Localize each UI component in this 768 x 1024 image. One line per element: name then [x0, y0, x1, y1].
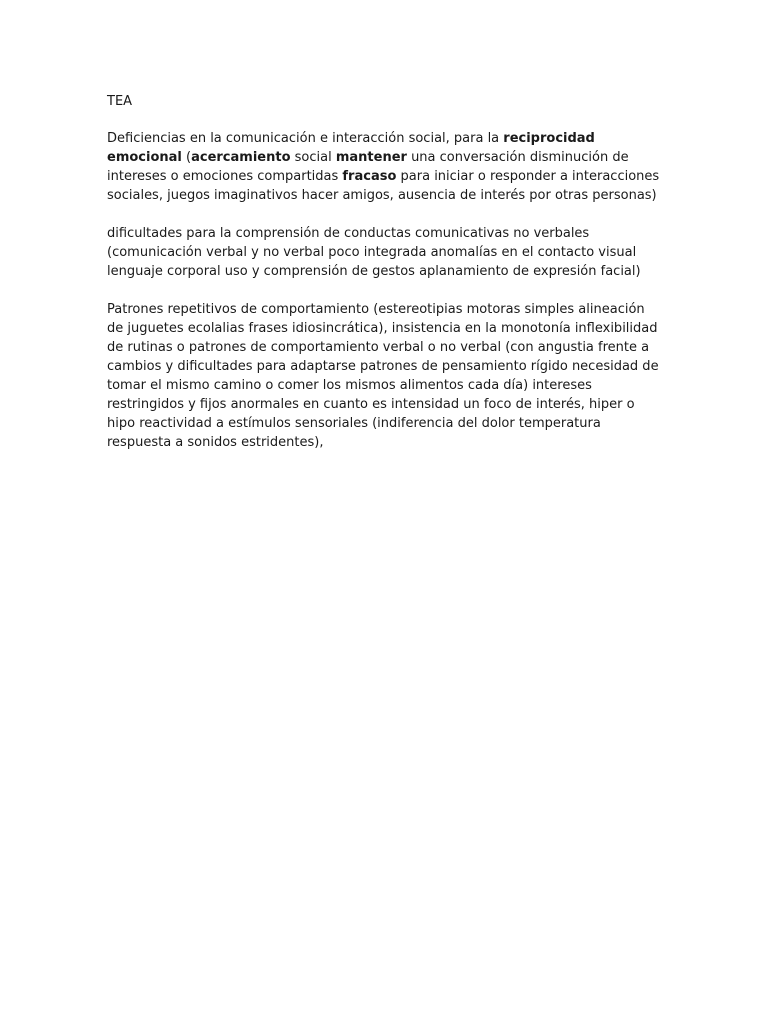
bold-term-acercamiento: acercamiento — [191, 150, 291, 165]
text-segment: Deficiencias en la comunicación e interacción social, para la — [107, 131, 504, 146]
bold-term-fracaso: fracaso — [342, 169, 397, 184]
text-segment: para iniciar o responder a interacciones sociales, juegos imaginativos hacer amigos, ausencia de interés por otras personas) — [107, 169, 660, 203]
document-title: TEA — [107, 94, 133, 109]
document-body — [107, 92, 662, 471]
paragraph-nonverbal-communication: dificultades para la comprensión de conductas comunicativas no verbales (comunicación verbal y no verbal poco integrada anomalías en el contacto visual lenguaje corporal uso y comprensión de gestos aplanamiento de expresión facial) — [107, 226, 641, 279]
text-segment: una conversación disminución de intereses o emociones compartidas — [107, 150, 629, 184]
bold-term-reciprocidad: reciprocidad emocional — [107, 131, 595, 165]
paragraph-social-communication — [107, 129, 662, 205]
text-segment: social — [290, 150, 336, 165]
paragraph-repetitive-patterns: Patrones repetitivos de comportamiento (estereotipias motoras simples alineación de juguetes ecolalias frases idiosincrática), insistencia en la monotonía inflexibilidad de rutinas o patrones de comportamiento verbal o no verbal (con angustia frente a cambios y dificultades para adaptarse patrones de pensamiento rígido necesidad de tomar el mismo camino o comer los mismos alimentos cada día) intereses restringidos y fijos anormales en cuanto es intensidad un foco de interés, hiper o hipo reactividad a estímulos sensoriales (indiferencia del dolor temperatura respuesta a sonidos estridentes), — [107, 302, 659, 450]
bold-term-mantener: mantener — [335, 150, 407, 165]
text-segment: ( — [181, 150, 192, 165]
